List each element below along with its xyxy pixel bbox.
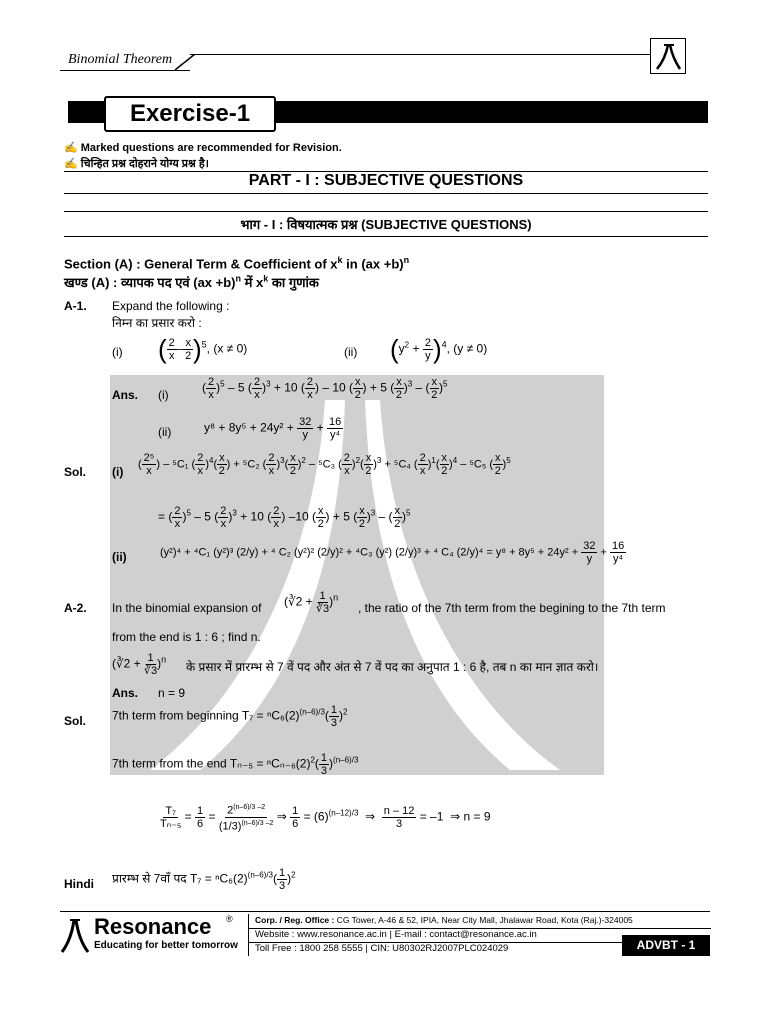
a1-prompt-en: Expand the following : bbox=[112, 299, 230, 313]
resonance-logo-icon bbox=[650, 38, 686, 74]
footer-brand bbox=[60, 914, 238, 956]
footer-web: Website : www.resonance.ac.in | E-mail : contact@resonance.ac.in bbox=[255, 929, 537, 940]
a2-sol-line1: 7th term from beginning $T_7 = ^nC_6(2)^{(n-6)/3}$( $\frac{1}{3}$ )$^2$ bbox=[112, 704, 348, 729]
section-title-hi: खण्ड (A) : व्यापक पद एवं (ax +b)$^n$ में $x^k$ का गुणांक bbox=[64, 273, 319, 290]
a1-i-label: (i) bbox=[112, 345, 123, 359]
a2-number: A-2. bbox=[64, 601, 87, 615]
exercise-label: Exercise-1 bbox=[104, 96, 276, 132]
note-marked-hi: ✍ चिन्हित प्रश्न दोहराने योग्य प्रश्न है। bbox=[64, 158, 209, 170]
header-rule-left bbox=[60, 70, 190, 71]
sub-rule-bottom bbox=[64, 236, 708, 237]
footer-rule bbox=[60, 911, 710, 912]
page-code: ADVBT - 1 bbox=[622, 935, 710, 956]
a1-ans-i-expr: ( $\frac{2}{x}$ )$^5$ – 5 ( $\frac{2}{x}$ )$^3$ + 10 ( $\frac{2}{x}$ ) – 10 ( $\frac{x}{2}$ ) + 5 ( $\frac{x}{2}$ )$^3$ – ( $\frac{x}{2}$ )$^5$ bbox=[202, 376, 448, 401]
note-marked-en: ✍ Marked questions are recommended for Revision. bbox=[64, 142, 342, 154]
a2-text-2: , the ratio of the 7th term from the begining to the 7th term bbox=[358, 601, 666, 615]
a1-ii-label: (ii) bbox=[344, 345, 358, 359]
a2-sol-label: Sol. bbox=[64, 714, 87, 728]
a1-sol-label: Sol. bbox=[64, 465, 87, 479]
a2-sol-line2: 7th term from the end $T_{n-5} = ^nC_{n-6}(2)^2$( $\frac{1}{3}$ )$^{(n-6)/3}$ bbox=[112, 752, 359, 777]
header-rule-right bbox=[190, 54, 650, 55]
a1-prompt-hi: निम्न का प्रसार करो : bbox=[112, 316, 202, 330]
a2-hindi-label: Hindi bbox=[64, 877, 94, 891]
a1-i-expr: ( $\frac{2}{x}$ – $\frac{x}{2}$ )$^5$, (x ≠ 0) bbox=[158, 334, 248, 364]
brand-name: Resonance bbox=[94, 914, 212, 939]
a2-expr: (∛2 + $\frac{1}{∛3}$ )$^n$ bbox=[284, 590, 339, 615]
a2-text-1: In the binomial expansion of bbox=[112, 601, 262, 615]
a2-ans-label: Ans. bbox=[112, 686, 139, 700]
footer-toll: Toll Free : 1800 258 5555 | CIN: U80302RJ2007PLC024029 bbox=[255, 943, 509, 954]
part-title: PART - I : SUBJECTIVE QUESTIONS bbox=[248, 172, 524, 189]
footer-office: Corp. / Reg. Office : CG Tower, A-46 & 52, IPIA, Near City Mall, Jhalawar Road, Kota (Raj.)-324005 bbox=[255, 915, 633, 925]
part-subtitle: भाग - I : विषयात्मक प्रश्न (SUBJECTIVE QUESTIONS) bbox=[240, 217, 532, 232]
sub-rule-top bbox=[64, 211, 708, 212]
a1-number: A-1. bbox=[64, 299, 87, 313]
a2-text-hi: के प्रसार में प्रारम्भ से 7 वें पद और अंत से 7 वें पद का अनुपात 1 : 6 है, तब n का मान ज्ञात करो। bbox=[186, 660, 599, 674]
header-slant bbox=[175, 54, 195, 70]
a1-sol-i-result: = ( $\frac{2}{x}$ )$^5$ – 5 ( $\frac{2}{x}$ )$^3$ + 10 ( $\frac{2}{x}$ ) –10 ( $\frac{x}{2}$ ) + 5 ( $\frac{x}{2}$ )$^3$ – ( $\frac{x}{2}$ )$^5$ bbox=[158, 505, 411, 530]
a1-ans-label: Ans. bbox=[112, 388, 139, 402]
part-rule-bottom bbox=[64, 193, 708, 194]
a1-ans-ii-expr: y⁸ + 8y⁵ + 24y² + $\frac{32}{y}$ + $\frac{16}{\text{y⁴}}$ bbox=[204, 416, 342, 441]
a1-ans-ii-label: (ii) bbox=[158, 425, 172, 439]
a1-ans-i-label: (i) bbox=[158, 388, 169, 402]
a2-ans-value: n = 9 bbox=[158, 686, 186, 700]
a2-expr-hi: (∛2 + $\frac{1}{∛3}$ )$^n$ bbox=[112, 652, 167, 677]
registered-mark: ® bbox=[226, 914, 233, 924]
a2-text-3: from the end is 1 : 6 ; find n. bbox=[112, 630, 261, 644]
a1-ii-expr: ($y^2$ + $\frac{2}{y}$ )$^4$, (y ≠ 0) bbox=[390, 334, 488, 364]
a1-sol-ii-label: (ii) bbox=[112, 550, 127, 564]
a2-ratio: $\frac{\text{T₇}}{\text{Tₙ₋₅}}$ = $\frac{1}{6}$ = $\frac{2^{(n-6)/3 -2}}{(1/3)^{(n-6)/3 -2}}$ ⇒ $\frac{1}{6}$ = $(6)^{(n-12)/3}$ ⇒ $\frac{n - 12}{3}$ = –1 ⇒ n = 9 bbox=[160, 804, 491, 833]
a1-sol-i-label: (i) bbox=[112, 465, 124, 479]
a1-sol-ii-expr: (y²)⁴ + ⁴C₁ (y²)³ (2/y) + ⁴ C₂ (y²)² (2/y)² + ⁴C₃ (y²) (2/y)³ + ⁴ C₄ (2/y)⁴ = y⁸ + 8y⁵ + 24y² + $\frac{32}{y}$ + $\frac{16}{\text{y⁴}}$ bbox=[160, 540, 625, 565]
a1-sol-i-expr: ( $\frac{\text{2⁵}}{x}$ ) – ⁵C₁ ( $\frac{2}{x}$ )$^4$( $\frac{x}{2}$ ) + ⁵C₂ ( $\frac{2}{x}$ )$^3$( $\frac{x}{2}$ )$^2$ – ⁵C₃ ( $\frac{2}{x}$ )$^2$( $\frac{x}{2}$ )$^3$ + ⁵C₄ ( $\frac{2}{x}$ )$^1$( $\frac{x}{2}$ )$^4$ – ⁵C₅ ( $\frac{x}{2}$ )$^5$ bbox=[138, 452, 511, 477]
chapter-title: Binomial Theorem bbox=[68, 52, 173, 67]
section-title-en: Section (A) : General Term & Coefficient of $x^k$ in (ax +b)$^n$ bbox=[64, 255, 410, 272]
brand-tagline: Educating for better tomorrow bbox=[94, 940, 238, 951]
a2-hindi-line: प्रारम्भ से 7वाँ पद $T_7 = ^nC_6(2)^{(n-6)/3}$( $\frac{1}{3}$ )$^2$ bbox=[112, 867, 296, 892]
